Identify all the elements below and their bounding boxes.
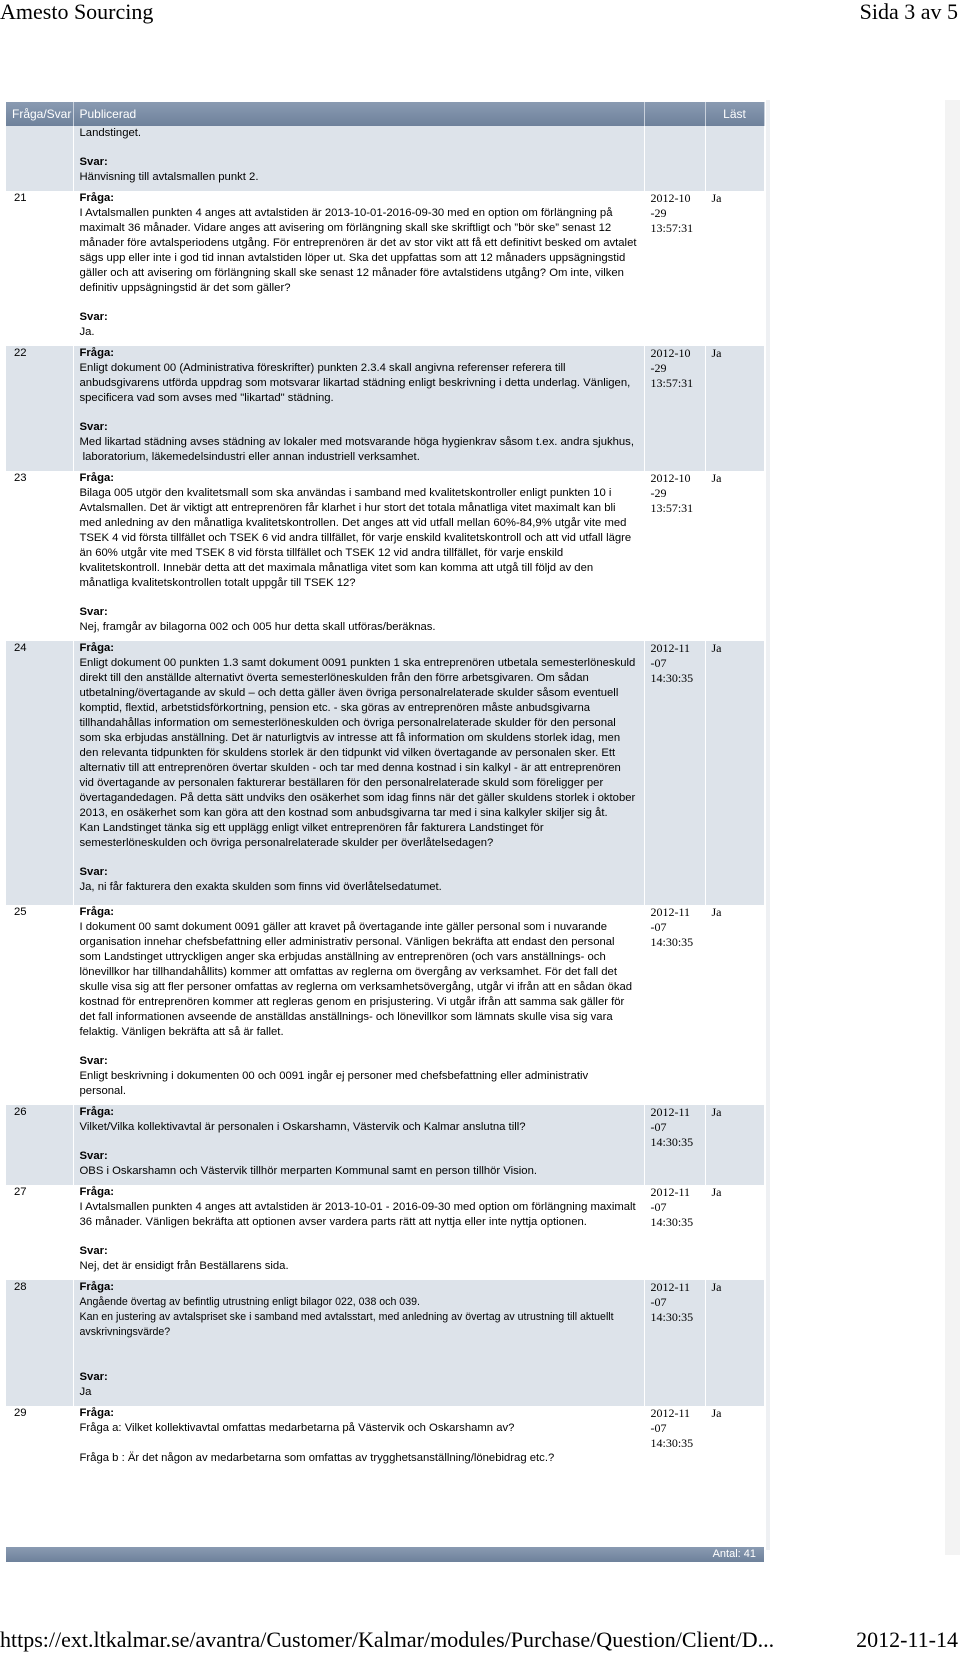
question-text: I Avtalsmallen punkten 4 anges att avtalstiden är 2013-10-01-2016-09-30 med en option om förlängning på maximalt 36 månader. Vidare anges att avisering om förlängning skall ske skriftligt och ”bör ske” senast 12 månader före avtalsperiodens utgång. För entreprenören är det av stor vikt att få ett definitivt besked om avtalet sägs upp eller inte i god tid innan avtalstiden löper ut. Ska det uppfattas som att 12 månaders uppsägningstid gäller och att avisering om förlängning skall ske senast 12 månader före avtalstidens utgång? Om inte, vilken definitiv uppsägningstid är det som gäller? bbox=[79, 207, 640, 294]
question-label: Fråga: bbox=[79, 1407, 115, 1419]
question-text: Fråga a: Vilket kollektivavtal omfattas medarbetarna på Västervik och Oskarshamn av? Fråga b : Är det någon av medarbetarna som omfattas av trygghetsanställning/lönebidrag etc.? bbox=[79, 1422, 555, 1464]
row-content bbox=[73, 1105, 644, 1185]
row-number: 21 bbox=[6, 191, 73, 346]
table-row bbox=[6, 191, 764, 346]
answer-label: Svar: bbox=[79, 311, 108, 323]
table-row bbox=[6, 641, 764, 905]
table-row bbox=[6, 1185, 764, 1280]
row-read-status: Ja bbox=[705, 1280, 764, 1406]
row-content bbox=[73, 1406, 644, 1494]
question-label: Fråga: bbox=[79, 1106, 115, 1118]
answer-label: Svar: bbox=[79, 606, 108, 618]
row-number: 23 bbox=[6, 471, 73, 641]
question-text: Angående övertag av befintlig utrustning enligt bilagor 022, 038 och 039. Kan en justering av avtalspriset ske i samband med avtalsstart, med anledning av övertag av utrustning till aktuellt avskrivningsvärde? bbox=[79, 1296, 614, 1338]
question-label: Fråga: bbox=[79, 192, 115, 204]
row-content bbox=[73, 1280, 644, 1406]
answer-text: Nej, det är ensidigt från Beställarens sida. bbox=[79, 1260, 289, 1272]
row-published-date: 2012-10 -29 13:57:31 bbox=[644, 191, 705, 346]
answer-text: Ja, ni får fakturera den exakta skulden som finns vid överlåtelsedatumet. bbox=[79, 881, 442, 893]
question-label: Fråga: bbox=[79, 642, 115, 654]
question-label: Fråga: bbox=[79, 906, 115, 918]
row-date bbox=[644, 126, 705, 191]
row-published-date: 2012-11 -07 14:30:35 bbox=[644, 905, 705, 1105]
row-content bbox=[73, 191, 644, 346]
row-read-status: Ja bbox=[705, 1406, 764, 1494]
row-read-status: Ja bbox=[705, 641, 764, 905]
row-read-status: Ja bbox=[705, 191, 764, 346]
page-side-strip bbox=[945, 100, 960, 1555]
answer-label: Svar: bbox=[79, 1371, 108, 1383]
column-header-published[interactable]: Publicerad bbox=[73, 102, 644, 126]
row-number: 22 bbox=[6, 346, 73, 471]
question-text: I dokument 00 samt dokument 0091 gäller att kravet på övertagande inte gäller personal som i nuvarande organisation innehar chefsbefattning eller administrativ personal. Vänligen bekräfta att endast den personal som Landstinget uttryckligen anger ska erbjudas anställning av entreprenören (och vars anställnings- och lönevillkor har tillhandahållits) kommer att omfattas av reglerna om övergång av verksamhet. För det fall det skulle visa sig att fler personer omfattas av reglerna om verksamhetsövergång, utgår vi ifrån att en sådan ökad kostnad för entreprenören kommer att regleras genom en prisjustering. Vi utgår ifrån att samma sak gäller för det fall informationen avseende de anställdas anställnings- och lönevillkor som lämnats skulle visa sig vara felaktig. Vänligen bekräfta att så är fallet. bbox=[79, 921, 636, 1038]
table-row bbox=[6, 1105, 764, 1185]
print-url: https://ext.ltkalmar.se/avantra/Customer/Kalmar/modules/Purchase/Question/Client/D... bbox=[0, 1627, 775, 1652]
row-published-date: 2012-11 -07 14:30:35 bbox=[644, 1406, 705, 1494]
column-header-read[interactable]: Läst bbox=[705, 102, 764, 126]
questions-table bbox=[6, 102, 765, 1494]
answer-label: Svar: bbox=[79, 1055, 108, 1067]
table-footer-bar bbox=[6, 1547, 764, 1562]
table-row bbox=[6, 346, 764, 471]
row-published-date: 2012-10 -29 13:57:31 bbox=[644, 346, 705, 471]
table-scroll-gutter[interactable] bbox=[766, 100, 770, 1550]
answer-text: Med likartad städning avses städning av lokaler med motsvarande höga hygienkrav såsom t.ex. andra sjukhus, laboratorium, läkemedelsindustri eller annan industriell verksamhet. bbox=[79, 436, 634, 463]
row-number: 24 bbox=[6, 641, 73, 905]
question-label: Fråga: bbox=[79, 472, 115, 484]
question-text: Enligt dokument 00 punkten 1.3 samt dokument 0091 punkten 1 ska entreprenören utbetala semesterlöneskuld direkt till den anställde alternativt överta semesterlöneskulden från den förre arbetsgivaren. Om sådan utbetalning/övertagande av skuld – och detta gäller även övriga personalrelaterade skulder såsom eventuell komptid, flextid, arbetstidsförkortning, pension etc. - ska göras av entreprenören måste anbudsgivarna tillhandahållas information om semesterlöneskulden och övriga personalrelaterade skulder för den personal som ska erbjudas anställning. Det är naturligtvis av intresse att få information om skuldens storlek idag, men den relevanta tidpunkten för skuldens storlek är den tidpunkt vid vilken övertagande av personalen sker. Ett alternativ till att entreprenören övertar skulden - och tar med denna kostnad i sin kalkyl - är att entreprenören vid övertagande av personalen fakturerar beställaren för den personalrelaterade skuld som föreligger per övertagandedagen. På detta sätt undviks den osäkerhet som idag finns när det gäller skuldens storlek i oktober 2013, en osäkerhet som kan göra att den kostnad som anbudsgivarna tar med i sina kalkyler skiljer sig åt. Kan Landstinget tänka sig ett upplägg enligt vilket entreprenören får fakturera Landstinget för semesterlöneskulden och övriga personalrelaterade skulder per överlåtelsedagen? bbox=[79, 657, 636, 849]
question-label: Fråga: bbox=[79, 1281, 115, 1293]
column-header-qa[interactable]: Fråga/Svar bbox=[6, 102, 73, 126]
total-count: Antal: 41 bbox=[712, 1548, 756, 1560]
row-number bbox=[6, 126, 73, 191]
row-number: 25 bbox=[6, 905, 73, 1105]
row-content bbox=[73, 1185, 644, 1280]
table-row bbox=[6, 471, 764, 641]
row-read bbox=[705, 126, 764, 191]
question-label: Fråga: bbox=[79, 1186, 115, 1198]
answer-text: OBS i Oskarshamn och Västervik tillhör merparten Kommunal samt en person tillhör Vision. bbox=[79, 1165, 538, 1177]
row-published-date: 2012-11 -07 14:30:35 bbox=[644, 641, 705, 905]
row-published-date: 2012-11 -07 14:30:35 bbox=[644, 1280, 705, 1406]
row-content bbox=[73, 471, 644, 641]
row-published-date: 2012-11 -07 14:30:35 bbox=[644, 1185, 705, 1280]
row-read-status: Ja bbox=[705, 1185, 764, 1280]
row-read-status: Ja bbox=[705, 905, 764, 1105]
page-number: Sida 3 av 5 bbox=[859, 0, 958, 24]
table-row bbox=[6, 1280, 764, 1406]
answer-label: Svar: bbox=[79, 1150, 108, 1162]
table-header-row bbox=[6, 102, 764, 126]
print-title: Amesto Sourcing bbox=[0, 0, 154, 24]
question-text: Vilket/Vilka kollektivavtal är personalen i Oskarshamn, Västervik och Kalmar anslutna till? bbox=[79, 1121, 526, 1133]
answer-text: Ja bbox=[79, 1386, 92, 1398]
print-date: 2012-11-14 bbox=[856, 1627, 958, 1652]
answer-text: Nej, framgår av bilagorna 002 och 005 hur detta skall utföras/beräknas. bbox=[79, 621, 436, 633]
answer-label: Svar: bbox=[79, 156, 108, 168]
answer-label: Svar: bbox=[79, 421, 108, 433]
table-row-continued bbox=[6, 126, 764, 191]
row-read-status: Ja bbox=[705, 471, 764, 641]
answer-text: Hänvisning till avtalsmallen punkt 2. bbox=[79, 171, 259, 183]
answer-label: Svar: bbox=[79, 1245, 108, 1257]
column-header-date bbox=[644, 102, 705, 126]
answer-label: Svar: bbox=[79, 866, 108, 878]
row-content bbox=[73, 905, 644, 1105]
row-number: 26 bbox=[6, 1105, 73, 1185]
row-number: 27 bbox=[6, 1185, 73, 1280]
row-content bbox=[73, 346, 644, 471]
answer-text: Ja. bbox=[79, 326, 95, 338]
row-content bbox=[73, 126, 644, 191]
row-published-date: 2012-11 -07 14:30:35 bbox=[644, 1105, 705, 1185]
row-published-date: 2012-10 -29 13:57:31 bbox=[644, 471, 705, 641]
table-row bbox=[6, 1406, 764, 1494]
answer-text: Enligt beskrivning i dokumenten 00 och 0091 ingår ej personer med chefsbefattning eller administrativ personal. bbox=[79, 1070, 592, 1097]
continued-text: Landstinget. bbox=[79, 127, 142, 139]
row-read-status: Ja bbox=[705, 1105, 764, 1185]
row-number: 28 bbox=[6, 1280, 73, 1406]
row-content bbox=[73, 641, 644, 905]
question-label: Fråga: bbox=[79, 347, 115, 359]
question-text: Enligt dokument 00 (Administrativa föreskrifter) punkten 2.3.4 skall angivna referenser referera till anbudsgivarens utförda uppdrag som motsvarar likartad städning enligt beskrivning i detta underlag. Vänligen, specificera vad som avses med "likartad" städning. bbox=[79, 362, 634, 404]
question-text: Bilaga 005 utgör den kvalitetsmall som ska användas i samband med kvalitetskontroller enligt punkten 10 i Avtalsmallen. Det är viktigt att entreprenören får klarhet i hur stort det totala månatliga vitet maximalt kan bli med anledning av den månatliga kvalitetskontrollen. Det anges att vid utfall mellan 60%-84,9% utgår vite med TSEK 4 vid första tillfället och TSEK 6 vid andra tillfället, för varje enskild kvalitetskontroll och att vid utfall lägre än 60% utgår vite med TSEK 8 vid första tillfället och TSEK 12 vid andra tillfället, för varje enskild kvalitetskontroll. Innebär detta att det maximala månatliga vitet som kan komma att utgå till följd av den månatliga kvalitetskontrollen totalt uppgår till TSEK 12? bbox=[79, 487, 635, 589]
row-number: 29 bbox=[6, 1406, 73, 1494]
table-row bbox=[6, 905, 764, 1105]
question-text: I Avtalsmallen punkten 4 anges att avtalstiden är 2013-10-01 - 2016-09-30 med option om förlängning maximalt 36 månader. Vänligen bekräfta att optionen avser vardera parts rätt att nyttja eller inte nyttja optionen. bbox=[79, 1201, 639, 1228]
row-read-status: Ja bbox=[705, 346, 764, 471]
